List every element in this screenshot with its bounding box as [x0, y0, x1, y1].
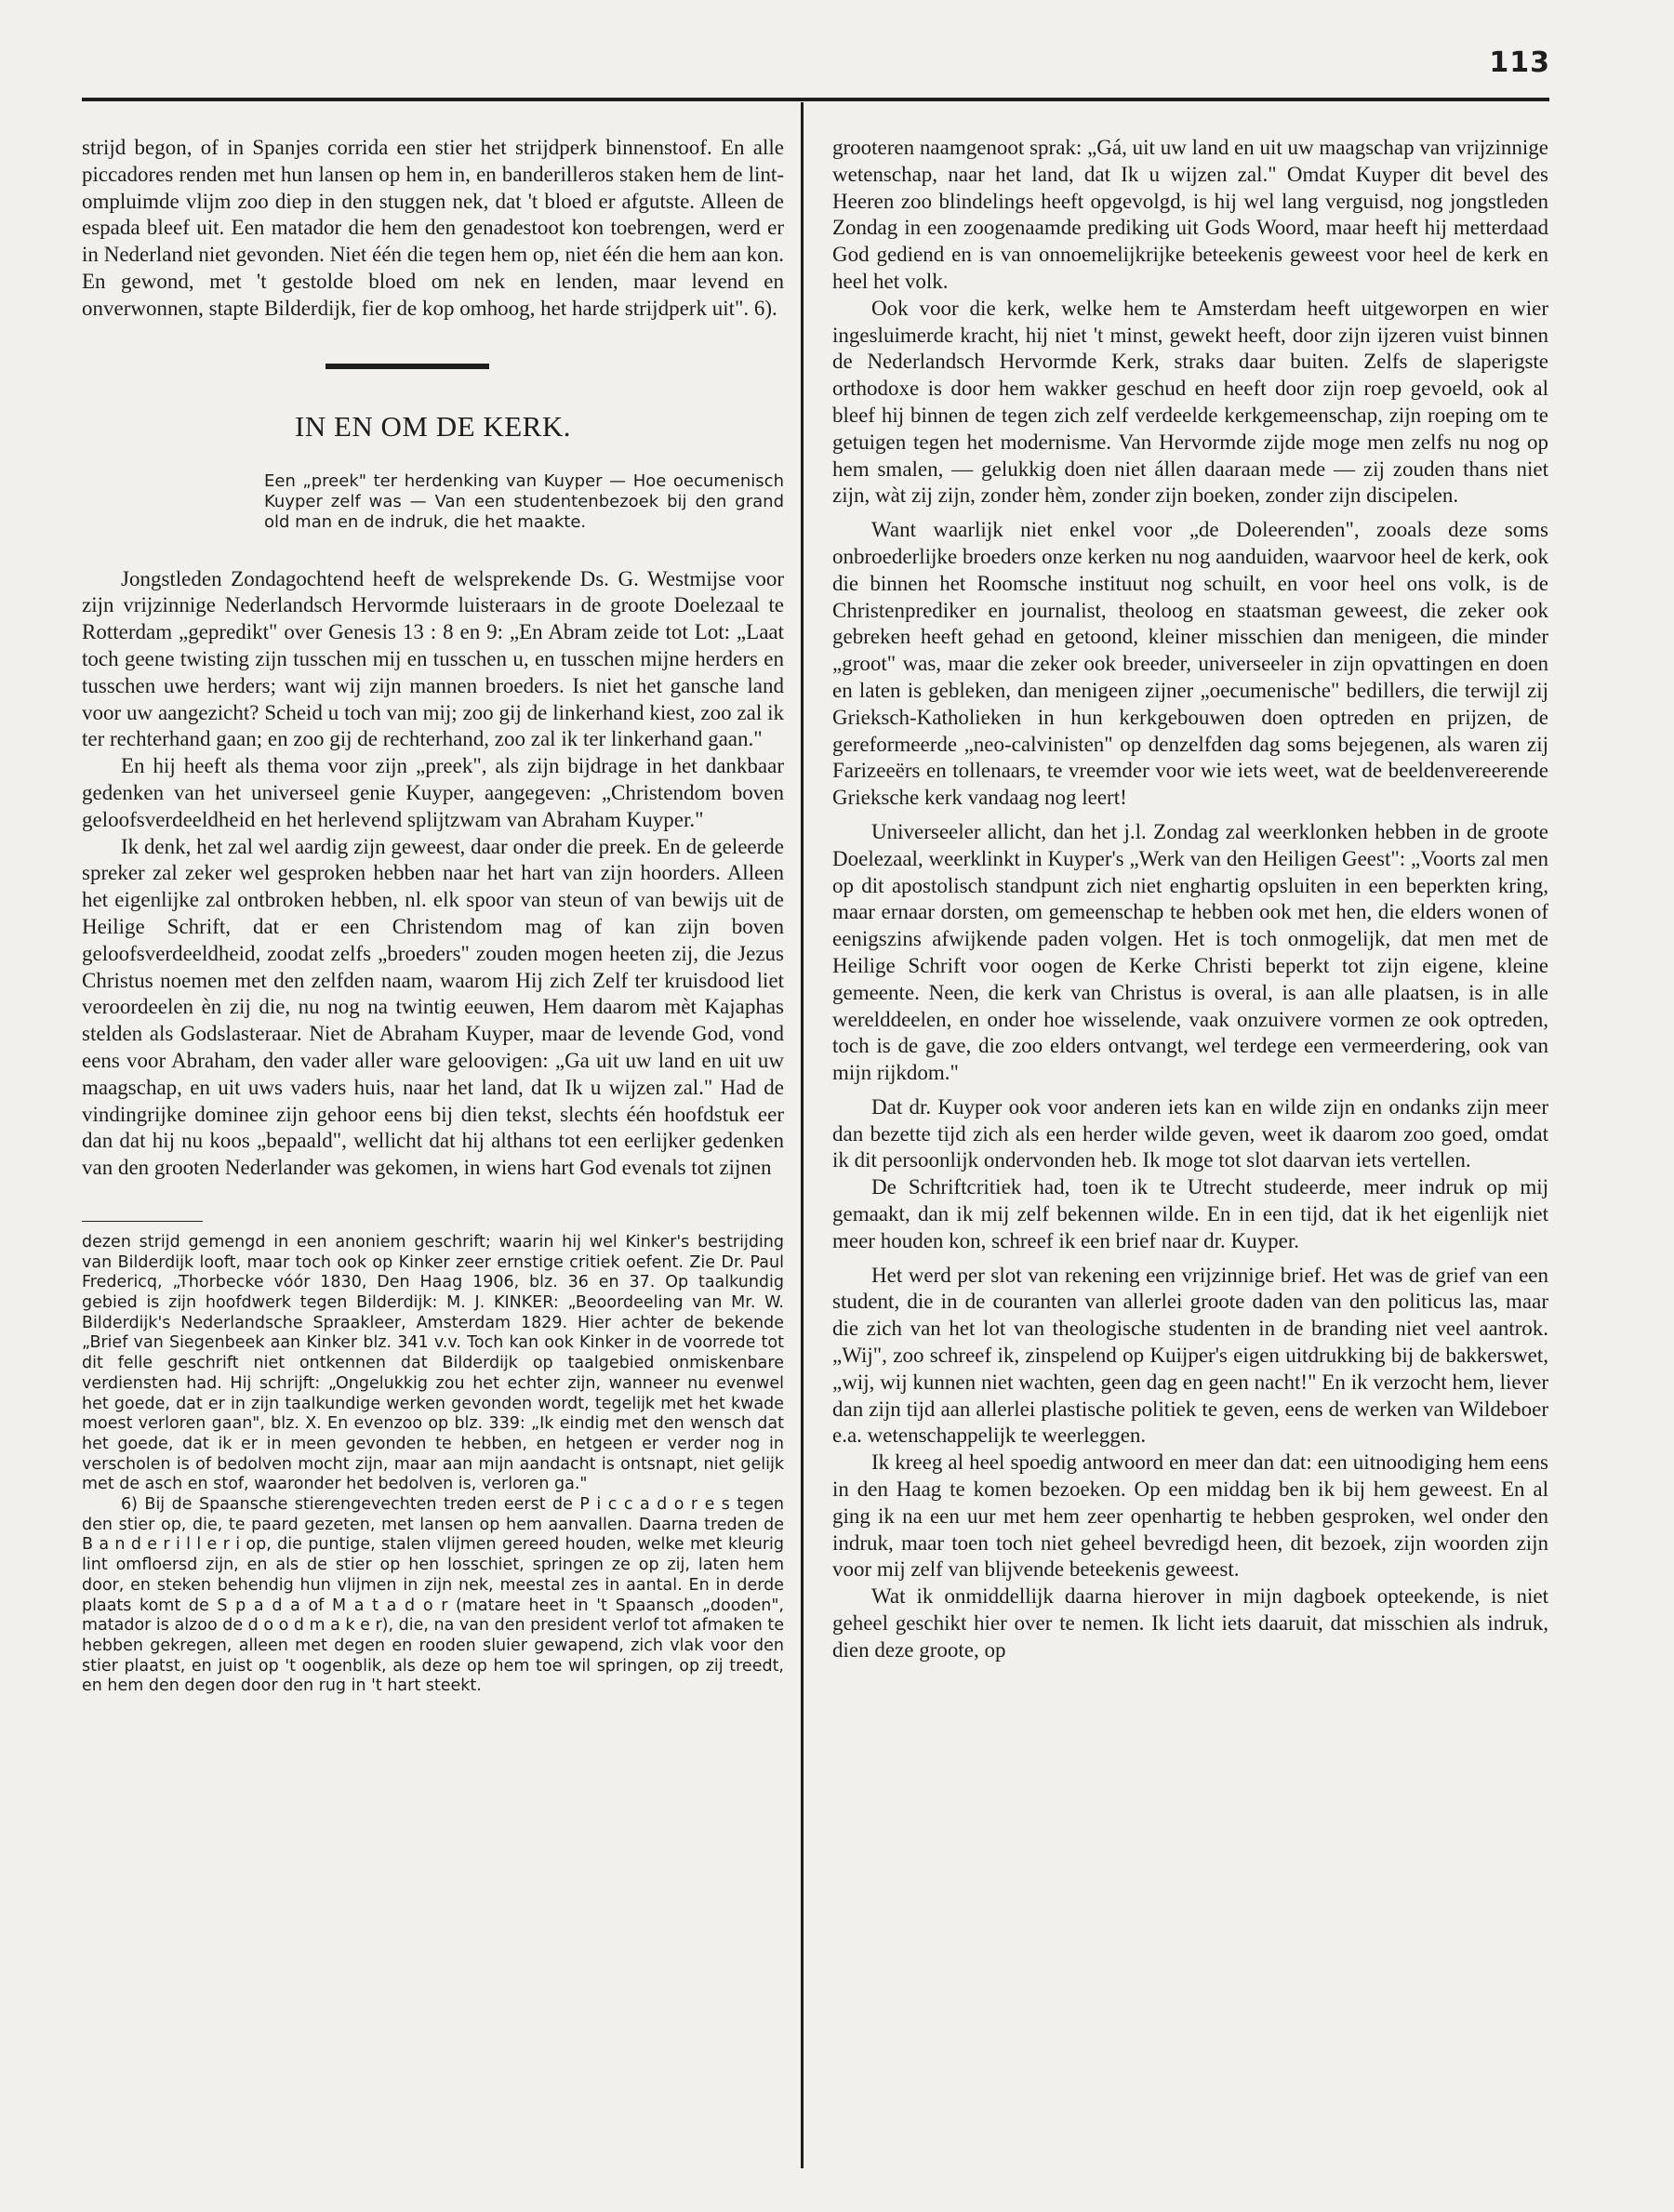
footnote-rule — [82, 1221, 203, 1222]
left-column — [82, 135, 784, 1697]
paragraph: Want waarlijk niet enkel voor „de Doleerenden", zooals deze soms onbroederlijke broeders onze kerken nu nog aanduiden, waarvoor heel de kerk, ook die binnen het Roomsche instituut nog schuilt, en voor heel ons volk, is de Christenprediker en journalist, theoloog en staatsman geweest, die zeker ook gebreken heeft gehad en getoond, kleiner misschien dan menigeen, die minder „groot" was, maar die zeker ook breeder, universeeler in zijn opvattingen en doen en laten is gebleken, dan menigeen zijner „oecumenische" bedillers, die terwijl zij Grieksch-Katholieken in hun kerkgebouwen doen optreden en prijzen, de gereformeerde „neo-calvinisten" op denzelfden dag soms bejegenen, als waren zij Farizeeërs en tollenaars, te vreemder voor wie iets weet, wat de beeldenvereerende Grieksche kerk vandaag nog leert! — [832, 518, 1548, 810]
section-heading: IN EN OM DE KERK. — [295, 409, 571, 443]
paragraph: Wat ik onmiddellijk daarna hierover in mijn dagboek opteekende, is niet geheel geschikt hier over te nemen. Ik licht iets daaruit, dat misschien als indruk, dien deze groote, op — [832, 1584, 1548, 1662]
paragraph: Ik denk, het zal wel aardig zijn geweest, daar onder die preek. En de geleerde spreker zal zeker wel gesproken hebben naar het hart van zijn hoorders. Alleen het eigenlijke zal ontbroken hebben, nl. elk spoor van steun of van bewijs uit de Heilige Schrift, dat er een Christendom mag of kan zijn boven geloofsverdeeldheid, zoodat zelfs „broeders" zouden mogen heeten zij, die Jezus Christus noemen met den zelfden naam, waarom Hij zich Zelf ter kruisdood liet veroordeelen èn zij die, nu nog na twintig eeuwen, Hem daarom mèt Kajaphas stelden als Godslasteraar. Niet de Abraham Kuyper, maar de levende God, vond eens voor Abraham, den vader aller ware geloovigen: „Ga uit uw land en uit uw maagschap, en uit uws vaders huis, naar het land, dat Ik u wijzen zal." Had de vindingrijke dominee zijn gehoor eens bij dien tekst, slechts één hoofdstuk eer dan dat hij nu koos „bepaald", wellicht dat hij althans tot een eerlijker gedenken van den grooten Nederlander was gekomen, in wiens hart God evenals tot zijnen — [82, 834, 784, 1180]
footnote: 6) Bij de Spaansche stierengevechten treden eerst de P i c c a d o r e s tegen den stier op, die, te paard gezeten, met lansen op hem aanvallen. Daarna treden de B a n d e r i l l e r i op, die puntige, stalen vlijmen gereed houden, welke met kleurig lint omfloersd zijn, en als de stier op hen losschiet, springen ze op zij, laten hem door, en steken behendig hun vlijmen in zijn nek, meestal zes in aantal. En in derde plaats komt de S p a d a of M a t a d o r (matare heet in 't Spaansch „dooden", matador is alzoo de d o o d m a k e r), die, na van den president verlof tot afmaken te hebben gekregen, alleen met degen en rooden sluier gewapend, zich vlak voor den stier plaatst, en juist op 't oogenblik, als deze op hem toe wil springen, op zij treedt, en hem den degen door den rug in 't hart steekt. — [82, 1495, 784, 1696]
paragraph: De Schriftcritiek had, toen ik te Utrecht studeerde, meer indruk op mij gemaakt, dan ik mij zelf bekennen wilde. En in een tijd, dat ik het eigenlijk niet meer houden kon, schreef ik een brief naar dr. Kuyper. — [832, 1175, 1548, 1252]
paragraph: Dat dr. Kuyper ook voor anderen iets kan en wilde zijn en ondanks zijn meer dan bezette tijd zich als een herder wilde geven, weet ik daarom zoo goed, omdat ik dit persoonlijk ondervonden heb. Ik moge tot slot daarvan iets vertellen. — [832, 1094, 1548, 1172]
header-rule — [82, 98, 1549, 101]
paragraph: Het werd per slot van rekening een vrijzinnige brief. Het was de grief van een student, die in de couranten van allerlei groote daden van den politicus las, maar die zich van het lot van theologische studenten in de branding niet veel aantrok. „Wij", zoo schreef ik, zinspelend op Kuijper's eigen uitdrukking bij de bakkerswet, „wij, wij kunnen niet wachten, geen dag en geen nacht!" En ik verzocht hem, liever dan zijn tijd aan allerlei plastische politiek te geven, eens de werken van Wildeboer e.a. wetenschappelijk te weerleggen. — [832, 1263, 1548, 1448]
paragraph: Jongstleden Zondagochtend heeft de welsprekende Ds. G. Westmijse voor zijn vrijzinnige Nederlandsch Hervormde luisteraars in de groote Doelezaal te Rotterdam „gepredikt" over Genesis 13 : 8 en 9: „En Abram zeide tot Lot: „Laat toch geene twisting zijn tusschen mij en tusschen u, en tusschen mijne herders en tusschen uwe herders; want wij zijn mannen broeders. Is niet het gansche land voor uw aangezicht? Scheid u toch van mij; zoo gij de linkerhand kiest, zoo zal ik ter rechterhand gaan; en zoo gij de rechterhand, zoo zal ik ter linkerhand gaan." — [82, 566, 784, 751]
right-column — [832, 135, 1548, 1664]
section-separator — [326, 364, 489, 369]
section-summary: Een „preek" ter herdenking van Kuyper — Hoe oecumenisch Kuyper zelf was — Van een studentenbezoek bij den grand old man en de indruk, die het maakte. — [264, 470, 784, 532]
paragraph: grooteren naamgenoot sprak: „Gá, uit uw land en uit uw maagschap van vrijzinnige wetenschap, naar het land, dat Ik u wijzen zal." Omdat Kuyper dit bevel des Heeren zoo blindelings heeft opgevolgd, is hij wel lang verguisd, nog jongstleden Zondag in een zoogenaamde prediking uit Gods Woord, maar heeft hij metterdaad God gediend en is van onnoemelijkrijke beteekenis geweest voor heel de kerk en heel het volk. — [832, 136, 1548, 293]
footnote: dezen strijd gemengd in een anoniem geschrift; waarin hij wel Kinker's bestrijding van Bilderdijk looft, maar toch ook op Kinker zeer ernstige critiek oefent. Zie Dr. Paul Fredericq, „Thorbecke vóór 1830, Den Haag 1906, blz. 36 en 37. Op taalkundig gebied is zijn hoofdwerk tegen Bilderdijk: M. J. KINKER: „Beoordeeling van Mr. W. Bilderdijk's Nederlandsche Spraakleer, Amsterdam 1829. Hier achter de bekende „Brief van Siegenbeek aan Kinker blz. 341 v.v. Toch kan ook Kinker in de voorrede tot dit felle geschrift niet ontkennen dat Bilderdijk op taalgebied onmiskenbare verdiensten had. Hij schrijft: „Ongelukkig zou het echter zijn, wanneer nu evenwel het goede, dat er in zijn taalkundige werken gevonden wordt, tegelijk met het kwade moest verloren gaan", blz. X. En evenzoo op blz. 339: „Ik eindig met den wensch dat het goede, dat ik er in meen gevonden te hebben, en hetgeen er verder nog in verscholen is of bedolven mocht zijn, maar aan mijn aandacht is ontsnapt, niet gelijk met de asch en stof, waaronder het bedolven is, verloren ga." — [82, 1232, 784, 1494]
column-divider — [801, 102, 804, 2168]
paragraph: En hij heeft als thema voor zijn „preek", als zijn bijdrage in het dankbaar gedenken van het universeel genie Kuyper, aangegeven: „Christendom boven geloofsverdeeldheid en het herlevend splijtzwam van Abraham Kuyper." — [82, 754, 784, 831]
page-number: 113 — [1489, 46, 1550, 79]
paragraph: Ik kreeg al heel spoedig antwoord en meer dan dat: een uitnoodiging hem eens in den Haag te komen bezoeken. Op een middag ben ik bij hem geweest. En al ging ik na een uur met hem zeer openhartig te hebben gesproken, wel onder den indruk, maar toen toch niet geheel bevredigd heen, dit bezoek, zijn woorden zijn voor mij zelf van blijvende beteekenis geweest. — [832, 1450, 1548, 1582]
paragraph: Ook voor die kerk, welke hem te Amsterdam heeft uitgeworpen en wier ingesluimerde kracht, hij niet 't minst, gewekt heeft, door zijn ijzeren vuist binnen de Nederlandsch Hervormde Kerk, straks daar buiten. Zelfs de slaperigste orthodoxe is door hem wakker geschud en heeft door zijn roep gevoeld, ook al bleef hij binnen de tegen zich zelf verdeelde kerkgemeenschap, zijn roeping om te getuigen tegen het modernisme. Van Hervormde zijde moge men zelfs nu nog op hem smalen, — gelukkig doen niet állen daaraan mede — zij zouden thans niet zijn, wàt zij zijn, zonder hèm, zonder zijn boeken, zonder zijn discipelen. — [832, 296, 1548, 508]
paragraph: Universeeler allicht, dan het j.l. Zondag zal weerklonken hebben in de groote Doelezaal, weerklinkt in Kuyper's „Werk van den Heiligen Geest": „Voorts zal men op dit apostolisch standpunt zich niet enghartig opsluiten in een beperkten kring, maar ernaar dorsten, om gemeenschap te hebben ook met hen, die elders wonen of eenigszins afwijkende paden volgen. Het is toch onmogelijk, dat men met de Heilige Schrift voor oogen de Kerke Christi beperkt tot zijn eigene, kleine gemeente. Neen, die kerk van Christus is overal, is aan alle plaatsen, is in alle werelddeelen, en onder hoe wisselende, vaak onzuivere vormen ze ook optreden, toch is de gave, die zoo elders ontvangt, wel terdege een vermeerdering, ook van mijn rijkdom." — [832, 819, 1548, 1085]
intro-paragraph: strijd begon, of in Spanjes corrida een stier het strijdperk binnenstoof. En alle piccadores renden met hun lansen op hem in, en banderilleros staken hem de lint-ompluimde vlijm zoo diep in den stuggen nek, dat 't bloed er afgutste. Alleen de espada bleef uit. Een matador die hem den genadestoot kon toebrengen, werd er in Nederland niet gevonden. Niet één die tegen hem op, niet één die hem aan kon. En gewond, met 't gestolde bloed om nek en lenden, maar levend en onverwonnen, stapte Bilderdijk, fier de kop omhoog, het harde strijdperk uit". 6). — [82, 136, 784, 320]
